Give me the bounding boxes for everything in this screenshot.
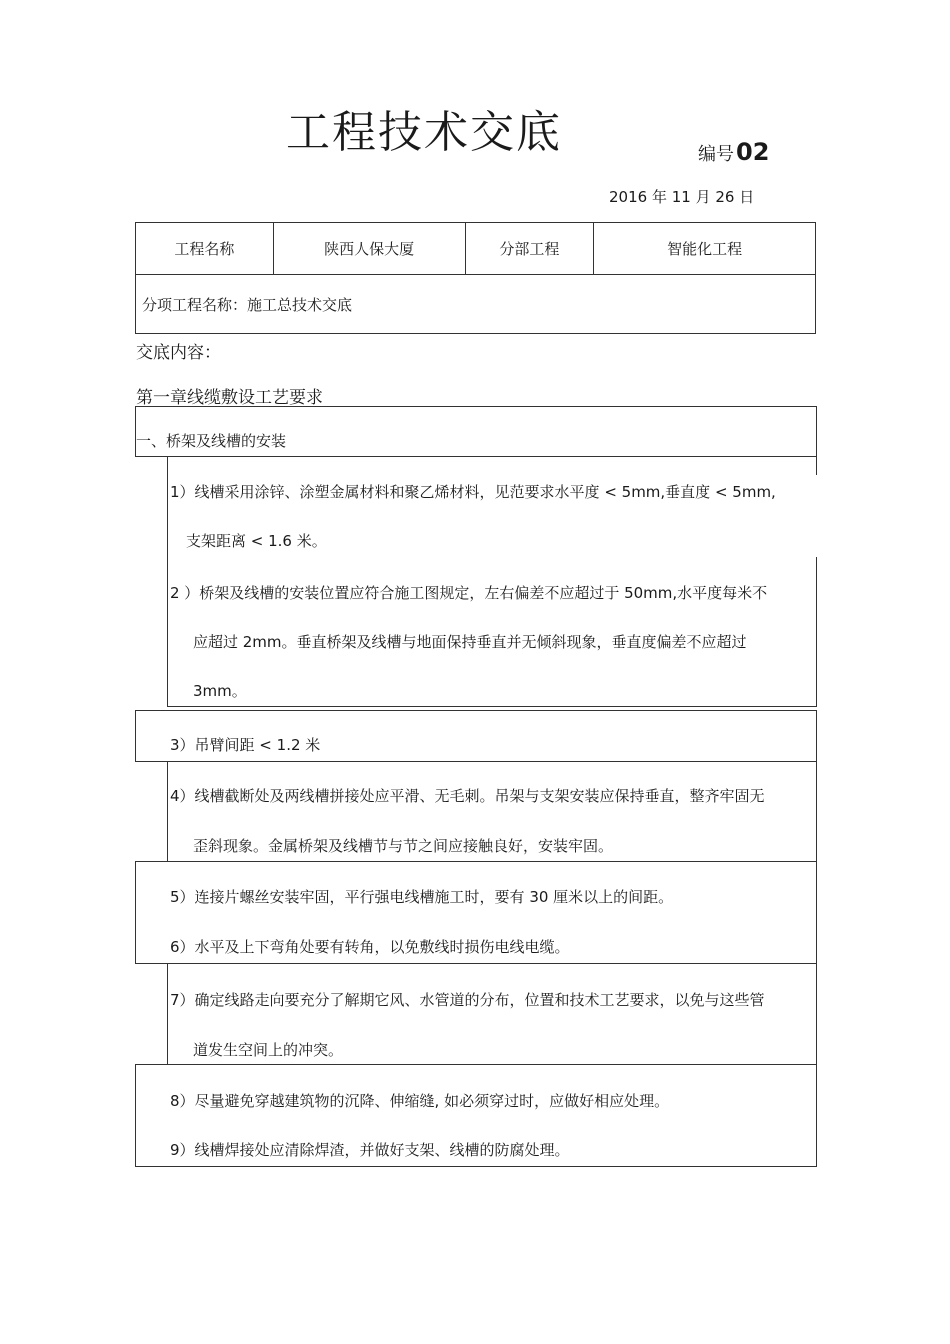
list-item: 9）线槽焊接处应清除焊渣，并做好支架、线槽的防腐处理。 [170, 1141, 570, 1159]
list-item: 5）连接片螺丝安装牢固，平行强电线槽施工时，要有 30 厘米以上的间距。 [170, 888, 674, 906]
subitem-row [136, 275, 816, 334]
project-info-table [135, 222, 816, 334]
subitem-name: 分项工程名称：施工总技术交底 [136, 275, 816, 334]
list-item: 8）尽量避免穿越建筑物的沉降、伸缩缝, 如必须穿过时，应做好相应处理。 [170, 1092, 670, 1110]
divider-line [167, 964, 168, 1064]
list-item: 6）水平及上下弯角处要有转角，以免敷线时损伤电线电缆。 [170, 938, 570, 956]
divider-line [816, 557, 817, 707]
divider-line [816, 457, 817, 475]
project-name-label: 工程名称 [136, 223, 274, 275]
document-date: 2016 年 11 月 26 日 [609, 188, 755, 206]
divider-line [167, 762, 168, 862]
divider-line [167, 706, 817, 708]
chapter-title: 第一章线缆敷设工艺要求 [136, 388, 323, 408]
list-item: 4）线槽截断处及两线槽拼接处应平滑、无毛刺。吊架与支架安装应保持垂直，整齐牢固无 [170, 787, 765, 805]
list-item-continuation: 歪斜现象。金属桥架及线槽节与节之间应接触良好，安装牢固。 [193, 837, 614, 855]
project-info-row [136, 223, 816, 275]
list-item: 2 ）桥架及线槽的安装位置应符合施工图规定，左右偏差不应超过于 50mm,水平度每米不 [170, 584, 768, 602]
section-heading: 一、桥架及线槽的安装 [136, 432, 287, 450]
page-title: 工程技术交底 [286, 107, 562, 158]
project-name-value: 陕西人保大厦 [273, 223, 465, 275]
divider-line [816, 762, 817, 862]
list-item-continuation: 支架距离 < 1.6 米。 [186, 532, 327, 550]
list-item-continuation: 3mm。 [193, 682, 247, 700]
divider-line [816, 964, 817, 1064]
division-label: 分部工程 [465, 223, 594, 275]
document-number-label: 编号 [698, 144, 734, 165]
list-item-continuation: 道发生空间上的冲突。 [193, 1041, 344, 1059]
document-number-value: 02 [736, 138, 770, 166]
division-value: 智能化工程 [594, 223, 816, 275]
document-number [698, 138, 769, 166]
list-item: 7）确定线路走向要充分了解期它风、水管道的分布，位置和技术工艺要求，以免与这些管 [170, 991, 765, 1009]
list-item-continuation: 应超过 2mm。垂直桥架及线槽与地面保持垂直并无倾斜现象，垂直度偏差不应超过 [193, 633, 747, 651]
content-label: 交底内容： [136, 343, 221, 363]
list-item: 3）吊臂间距 < 1.2 米 [170, 736, 321, 754]
divider-line [167, 457, 168, 707]
list-item: 1）线槽采用涂锌、涂塑金属材料和聚乙烯材料，见范要求水平度 < 5mm,垂直度 < 5mm, [170, 483, 776, 501]
